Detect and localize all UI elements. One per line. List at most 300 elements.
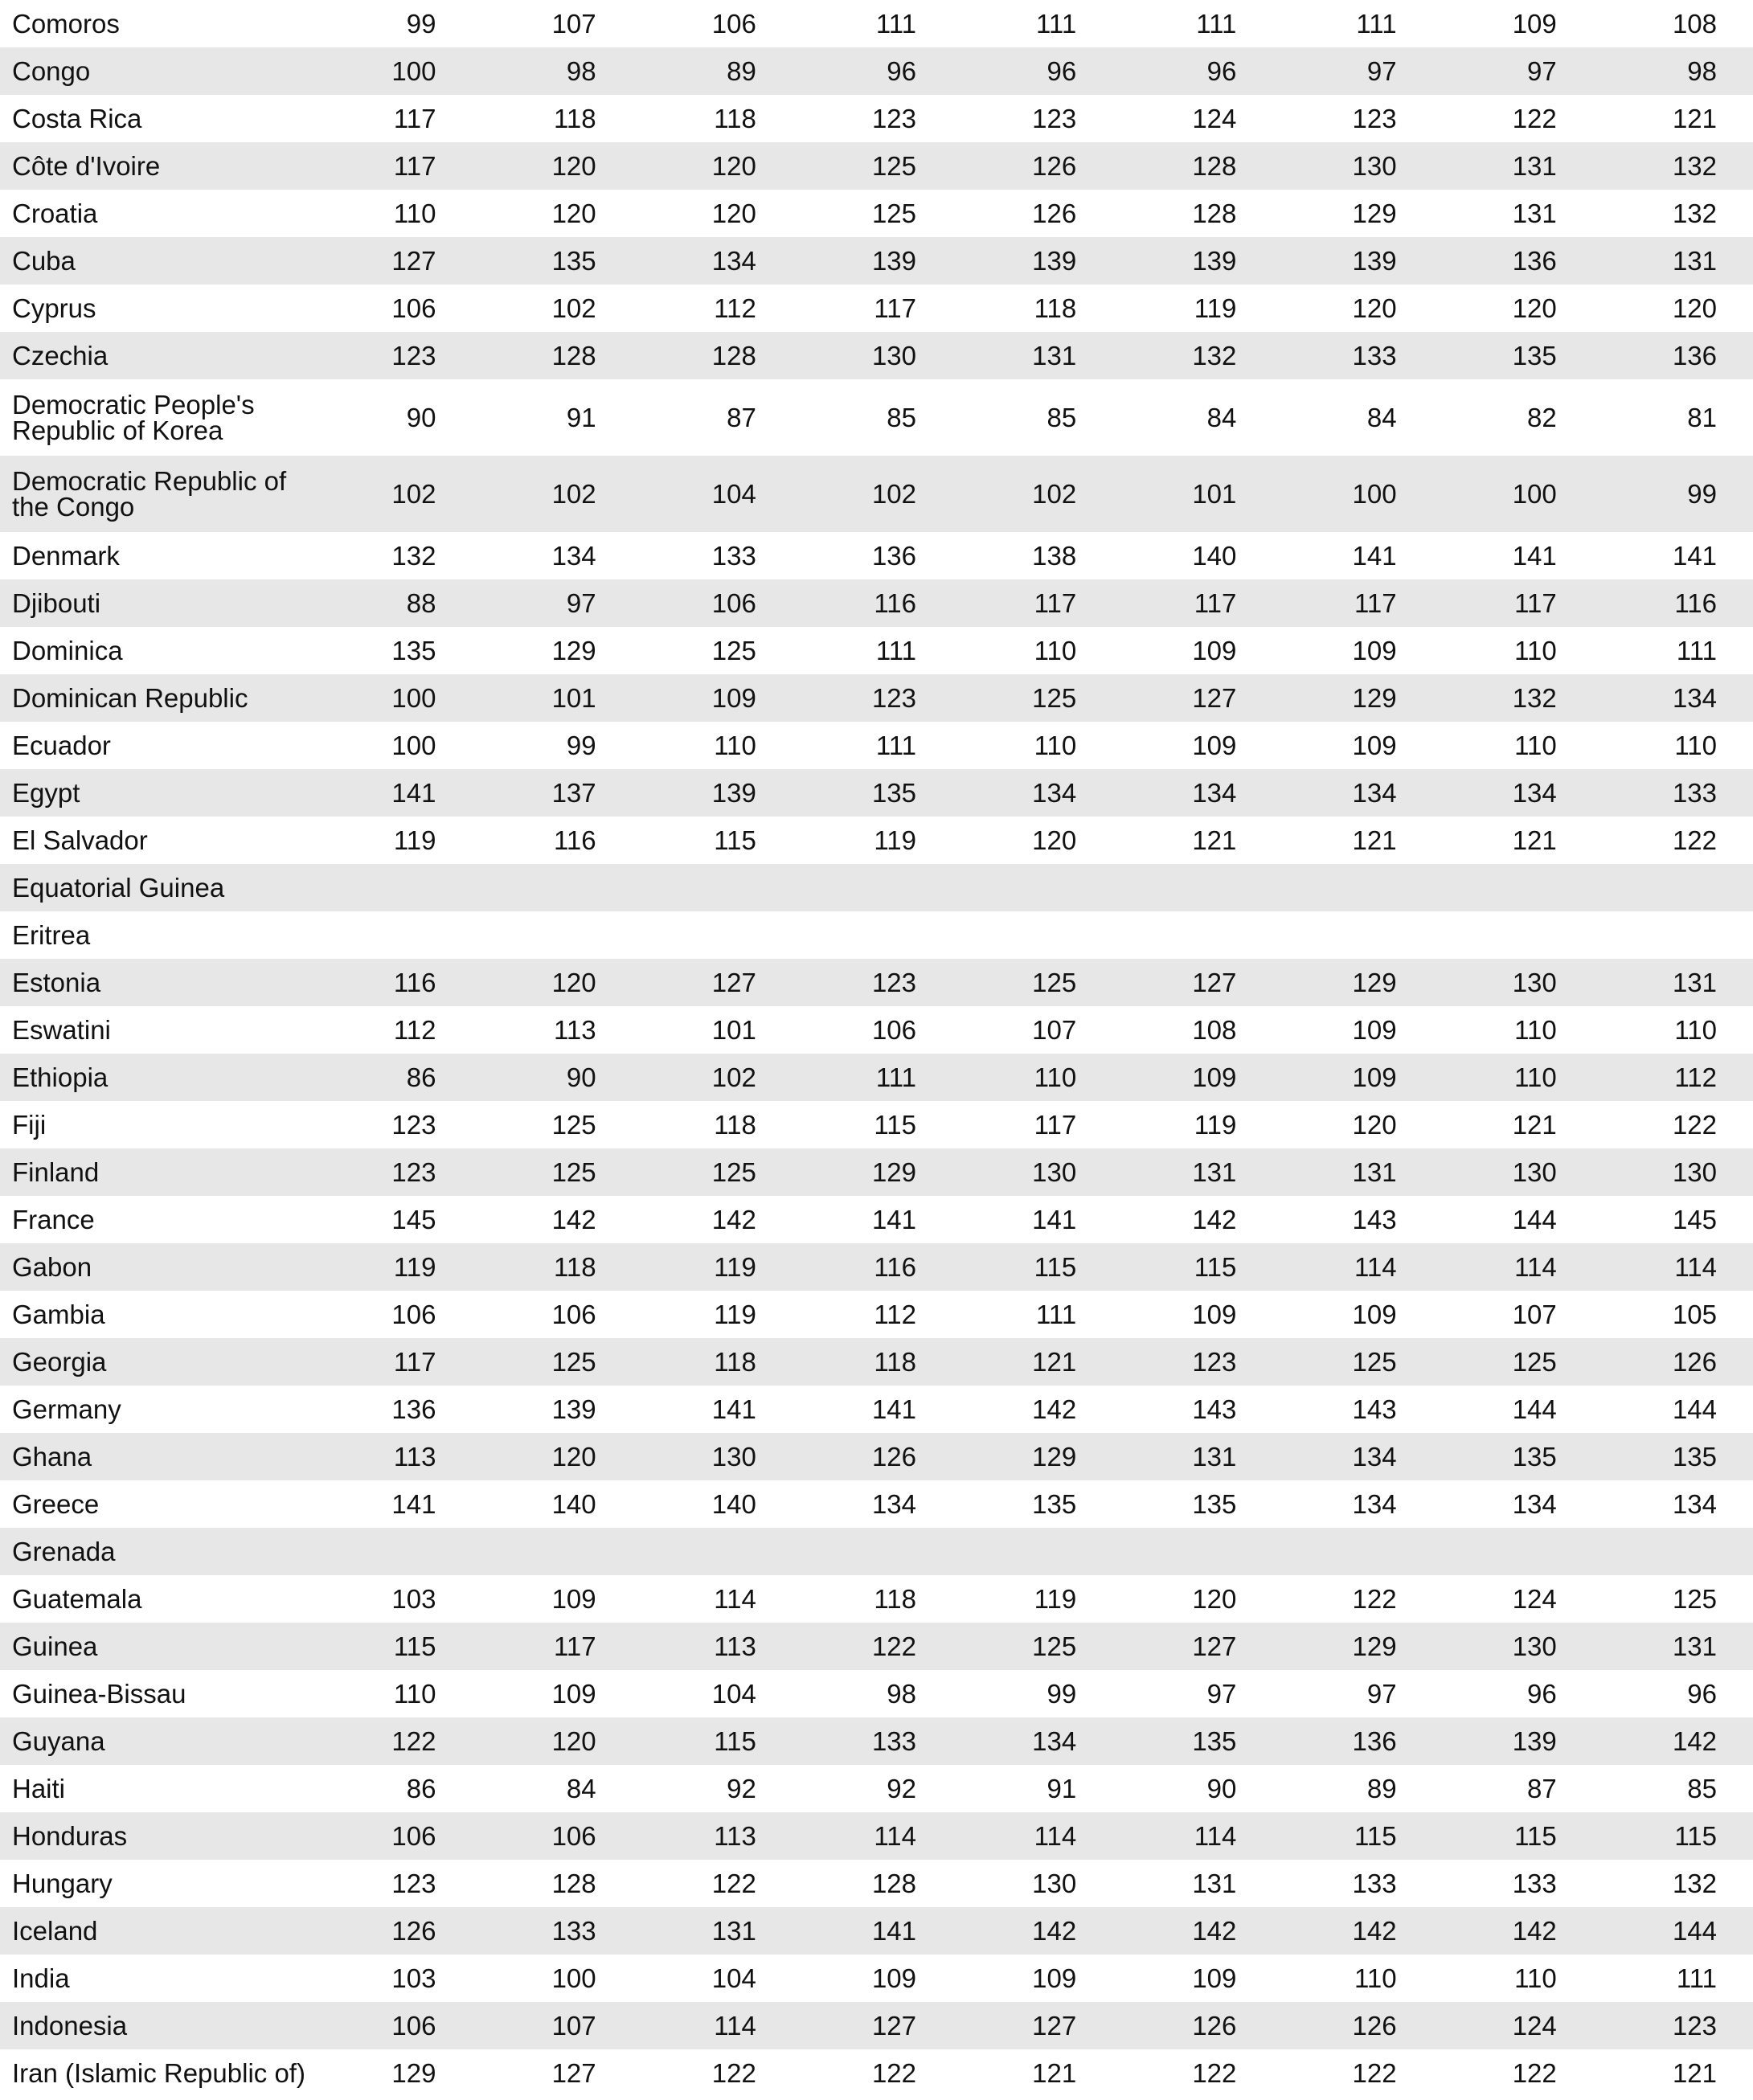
value-cell: 129	[551, 636, 596, 665]
value-cell: 111	[1196, 9, 1237, 39]
table-row	[0, 237, 1753, 285]
table-row	[0, 1433, 1753, 1480]
value-cell	[1272, 864, 1432, 911]
value-cell: 126	[952, 142, 1112, 190]
value-cell: 134	[871, 1489, 917, 1519]
value-cell: 110	[1433, 1054, 1593, 1101]
value-cell: 120	[1352, 293, 1397, 323]
value-cell: 139	[1433, 1717, 1593, 1765]
value-cell: 135	[1112, 1717, 1272, 1765]
value-cell: 117	[312, 1338, 472, 1386]
value-cell: 125	[472, 1338, 632, 1386]
value-cell: 116	[1593, 579, 1753, 627]
value-cell: 100	[391, 731, 436, 760]
value-cell: 115	[714, 825, 756, 855]
value-cell	[1593, 1528, 1753, 1575]
value-cell: 120	[711, 199, 756, 228]
table-row	[0, 1765, 1753, 1812]
value-cell: 131	[1593, 237, 1753, 285]
value-cell: 119	[1034, 1584, 1077, 1614]
value-cell: 134	[952, 769, 1112, 817]
value-cell: 111	[1036, 1300, 1077, 1329]
value-cell: 129	[952, 1433, 1112, 1480]
value-cell: 108	[1672, 9, 1717, 39]
value-cell: 107	[551, 9, 596, 39]
value-cell: 120	[1192, 1584, 1237, 1614]
value-cell: 130	[1032, 1869, 1077, 1898]
value-cell: 123	[793, 674, 952, 722]
table-row	[0, 190, 1753, 237]
value-cell: 132	[391, 541, 436, 571]
country-name-cell: Denmark	[12, 540, 120, 571]
country-name-cell: Hungary	[12, 1868, 113, 1898]
value-cell	[472, 864, 632, 911]
country-name-cell: Comoros	[12, 8, 120, 39]
value-cell: 110	[1514, 636, 1557, 665]
table-row	[0, 1338, 1753, 1386]
value-cell: 113	[633, 1623, 793, 1670]
value-cell: 120	[472, 959, 632, 1006]
value-cell: 106	[312, 2002, 472, 2049]
value-cell: 89	[633, 47, 793, 95]
value-cell: 135	[1192, 1489, 1237, 1519]
value-cell: 127	[1112, 1623, 1272, 1670]
value-cell: 120	[1032, 825, 1077, 855]
value-cell	[472, 1528, 632, 1575]
value-cell: 121	[1512, 825, 1557, 855]
table-row	[0, 579, 1753, 627]
table-row	[0, 769, 1753, 817]
value-cell: 125	[1672, 1584, 1717, 1614]
table-row	[0, 1386, 1753, 1433]
value-cell: 134	[1352, 1489, 1397, 1519]
value-cell: 87	[727, 403, 756, 432]
value-cell: 140	[711, 1489, 756, 1519]
value-cell: 123	[391, 1110, 436, 1140]
country-name-cell: India	[12, 1963, 70, 1993]
value-cell: 110	[1514, 1015, 1557, 1045]
value-cell: 103	[391, 1963, 436, 1993]
value-cell: 134	[1272, 769, 1432, 817]
value-cell: 109	[1192, 1300, 1237, 1329]
value-cell: 126	[1112, 2002, 1272, 2049]
value-cell: 127	[312, 237, 472, 285]
value-cell: 96	[1527, 1679, 1557, 1709]
value-cell: 100	[551, 1963, 596, 1993]
value-cell: 118	[633, 1338, 793, 1386]
value-cell: 123	[312, 332, 472, 379]
value-cell: 121	[1032, 2058, 1077, 2088]
value-cell: 133	[1512, 1869, 1557, 1898]
value-cell	[312, 911, 472, 959]
value-cell: 135	[472, 237, 632, 285]
value-cell	[1112, 864, 1272, 911]
value-cell: 114	[793, 1812, 952, 1860]
value-cell	[1433, 1528, 1593, 1575]
value-cell: 109	[551, 1584, 596, 1614]
table-row	[0, 532, 1753, 579]
country-name-cell: Czechia	[0, 332, 312, 379]
value-cell: 112	[714, 293, 756, 323]
value-cell: 96	[793, 47, 952, 95]
value-cell: 107	[1512, 1300, 1557, 1329]
country-name-cell: Guinea-Bissau	[12, 1678, 186, 1709]
value-cell: 122	[793, 1623, 952, 1670]
value-cell: 97	[1272, 47, 1432, 95]
value-cell: 145	[391, 1205, 436, 1234]
value-cell: 128	[1112, 142, 1272, 190]
value-cell: 141	[312, 769, 472, 817]
value-cell: 121	[1672, 104, 1717, 133]
value-cell: 122	[711, 1869, 756, 1898]
value-cell: 111	[1676, 636, 1717, 665]
value-cell: 119	[1194, 1110, 1237, 1140]
value-cell: 127	[1112, 959, 1272, 1006]
value-cell: 109	[1192, 731, 1237, 760]
value-cell: 106	[711, 9, 756, 39]
value-cell: 104	[711, 1679, 756, 1709]
value-cell: 110	[952, 1054, 1112, 1101]
value-cell: 117	[952, 579, 1112, 627]
value-cell: 110	[714, 731, 756, 760]
value-cell: 130	[633, 1433, 793, 1480]
value-cell: 140	[551, 1489, 596, 1519]
value-cell: 139	[551, 1394, 596, 1424]
value-cell: 142	[952, 1907, 1112, 1955]
value-cell: 123	[1112, 1338, 1272, 1386]
value-cell: 124	[1433, 2002, 1593, 2049]
table-row	[0, 1006, 1753, 1054]
value-cell: 135	[1593, 1433, 1753, 1480]
value-cell: 137	[472, 769, 632, 817]
table-row	[0, 1623, 1753, 1670]
value-cell: 115	[1112, 1243, 1272, 1291]
value-cell: 103	[391, 1584, 436, 1614]
value-cell: 115	[874, 1110, 917, 1140]
value-cell: 117	[1272, 579, 1432, 627]
value-cell: 111	[875, 9, 917, 39]
country-name-cell: Egypt	[0, 769, 312, 817]
table-row	[0, 1955, 1753, 2002]
value-cell: 136	[391, 1394, 436, 1424]
country-name-cell: Democratic People's Republic of Korea	[12, 389, 255, 445]
value-cell: 125	[472, 1148, 632, 1196]
value-cell: 109	[1352, 731, 1397, 760]
value-cell: 110	[1034, 636, 1077, 665]
country-name-cell: France	[12, 1204, 95, 1234]
value-cell	[472, 911, 632, 959]
country-name-cell: Greece	[12, 1488, 100, 1519]
value-cell	[952, 911, 1112, 959]
value-cell: 125	[551, 1110, 596, 1140]
table-row	[0, 47, 1753, 95]
value-cell: 123	[391, 1869, 436, 1898]
value-cell: 139	[1272, 237, 1432, 285]
value-cell: 135	[1032, 1489, 1077, 1519]
value-cell: 105	[1672, 1300, 1717, 1329]
value-cell: 132	[1112, 332, 1272, 379]
value-cell: 134	[1593, 674, 1753, 722]
value-cell: 142	[1272, 1907, 1432, 1955]
value-cell: 102	[472, 456, 632, 532]
value-cell: 128	[551, 1869, 596, 1898]
value-cell: 140	[1192, 541, 1237, 571]
value-cell: 123	[793, 959, 952, 1006]
value-cell: 130	[793, 332, 952, 379]
value-cell: 116	[312, 959, 472, 1006]
value-cell: 125	[1272, 1338, 1432, 1386]
country-name-cell: Fiji	[12, 1109, 47, 1140]
value-cell: 144	[1512, 1394, 1557, 1424]
value-cell: 118	[1034, 293, 1077, 323]
value-cell: 102	[952, 456, 1112, 532]
value-cell: 100	[312, 47, 472, 95]
value-cell: 112	[1593, 1054, 1753, 1101]
value-cell: 128	[871, 1869, 917, 1898]
country-name-cell: Ecuador	[12, 730, 111, 760]
value-cell: 122	[312, 1717, 472, 1765]
table-row	[0, 959, 1753, 1006]
value-cell: 91	[1046, 1774, 1077, 1803]
country-name-cell: Iran (Islamic Republic of)	[12, 2057, 305, 2088]
value-cell: 106	[551, 1300, 596, 1329]
value-cell: 127	[793, 2002, 952, 2049]
table-row	[0, 864, 1753, 911]
value-cell: 121	[1672, 2058, 1717, 2088]
value-cell: 141	[793, 1907, 952, 1955]
value-cell: 138	[1032, 541, 1077, 571]
value-cell: 142	[1593, 1717, 1753, 1765]
value-cell: 135	[1433, 332, 1593, 379]
value-cell	[1593, 864, 1753, 911]
value-cell: 131	[633, 1907, 793, 1955]
value-cell: 110	[1354, 1963, 1397, 1993]
value-cell: 122	[871, 2058, 917, 2088]
value-cell: 115	[1593, 1812, 1753, 1860]
table-row	[0, 674, 1753, 722]
table-row	[0, 95, 1753, 142]
country-name-cell: Eritrea	[12, 919, 91, 950]
country-name-cell: Equatorial Guinea	[0, 864, 312, 911]
value-cell: 122	[1512, 2058, 1557, 2088]
value-cell: 90	[1206, 1774, 1237, 1803]
value-cell: 143	[1352, 1394, 1397, 1424]
value-cell: 121	[1512, 1110, 1557, 1140]
value-cell: 118	[554, 104, 596, 133]
value-cell: 134	[952, 1717, 1112, 1765]
value-cell: 85	[1046, 403, 1077, 432]
table-row	[0, 0, 1753, 47]
value-cell: 109	[551, 1679, 596, 1709]
value-cell: 126	[1272, 2002, 1432, 2049]
country-name-cell: Cyprus	[12, 293, 96, 323]
value-cell: 111	[793, 1054, 952, 1101]
value-cell: 142	[1112, 1907, 1272, 1955]
value-cell	[1433, 911, 1593, 959]
value-cell: 122	[1672, 1110, 1717, 1140]
value-cell: 122	[1512, 104, 1557, 133]
value-cell: 132	[1593, 142, 1753, 190]
value-cell: 142	[1032, 1394, 1077, 1424]
value-cell	[952, 864, 1112, 911]
value-cell: 141	[711, 1394, 756, 1424]
value-cell: 139	[793, 237, 952, 285]
value-cell: 114	[952, 1812, 1112, 1860]
value-cell: 122	[1192, 2058, 1237, 2088]
value-cell: 132	[1433, 674, 1593, 722]
value-cell: 124	[1512, 1584, 1557, 1614]
value-cell: 109	[1352, 636, 1397, 665]
value-cell: 106	[312, 1812, 472, 1860]
value-cell	[633, 1528, 793, 1575]
value-cell: 113	[312, 1433, 472, 1480]
value-cell: 92	[887, 1774, 917, 1803]
value-cell: 130	[1433, 959, 1593, 1006]
country-name-cell: Haiti	[12, 1773, 66, 1803]
value-cell: 133	[472, 1907, 632, 1955]
value-cell	[952, 1528, 1112, 1575]
country-name-cell: Dominican Republic	[0, 674, 312, 722]
value-cell: 127	[551, 2058, 596, 2088]
country-name-cell: Finland	[0, 1148, 312, 1196]
value-cell: 119	[312, 1243, 472, 1291]
value-cell: 141	[871, 1394, 917, 1424]
value-cell: 129	[1272, 959, 1432, 1006]
value-cell: 109	[633, 674, 793, 722]
table-row	[0, 1148, 1753, 1196]
value-cell: 106	[391, 1300, 436, 1329]
value-cell: 116	[793, 579, 952, 627]
value-cell: 134	[1272, 1433, 1432, 1480]
table-row	[0, 817, 1753, 864]
value-cell: 115	[312, 1623, 472, 1670]
value-cell: 118	[793, 1338, 952, 1386]
value-cell: 131	[1192, 1869, 1237, 1898]
value-cell: 117	[1034, 1110, 1077, 1140]
value-cell: 142	[1433, 1907, 1593, 1955]
table-row	[0, 1054, 1753, 1101]
value-cell: 134	[1433, 769, 1593, 817]
value-cell	[312, 864, 472, 911]
value-cell: 120	[551, 199, 596, 228]
value-cell	[1433, 864, 1593, 911]
value-cell: 143	[1192, 1394, 1237, 1424]
value-cell: 109	[1352, 1300, 1397, 1329]
value-cell: 116	[554, 825, 596, 855]
value-cell: 120	[1352, 1110, 1397, 1140]
value-cell: 119	[874, 825, 917, 855]
value-cell: 131	[1112, 1148, 1272, 1196]
value-cell	[633, 864, 793, 911]
country-name-cell: El Salvador	[12, 825, 148, 855]
value-cell: 124	[1192, 104, 1237, 133]
value-cell	[1112, 911, 1272, 959]
table-row	[0, 456, 1753, 532]
value-cell: 129	[1352, 199, 1397, 228]
value-cell: 134	[1672, 1489, 1717, 1519]
value-cell: 92	[727, 1774, 756, 1803]
value-cell: 131	[1272, 1148, 1432, 1196]
value-cell: 96	[952, 47, 1112, 95]
value-cell: 123	[1032, 104, 1077, 133]
value-cell: 97	[1366, 1679, 1397, 1709]
value-cell: 119	[1194, 293, 1237, 323]
table-row	[0, 2049, 1753, 2097]
country-name-cell: Iceland	[0, 1907, 312, 1955]
country-name-cell: Croatia	[12, 198, 98, 228]
value-cell: 122	[1352, 1584, 1397, 1614]
value-cell: 125	[793, 142, 952, 190]
country-name-cell: Gambia	[12, 1299, 105, 1329]
value-cell: 115	[1272, 1812, 1432, 1860]
value-cell: 101	[1112, 456, 1272, 532]
table-row	[0, 1717, 1753, 1765]
value-cell: 125	[952, 674, 1112, 722]
value-cell: 129	[1272, 1623, 1432, 1670]
country-name-cell: Guinea	[0, 1623, 312, 1670]
value-cell: 90	[472, 1054, 632, 1101]
value-cell: 123	[871, 104, 917, 133]
value-cell: 130	[952, 1148, 1112, 1196]
value-cell: 113	[633, 1812, 793, 1860]
value-cell: 120	[472, 1717, 632, 1765]
value-cell: 109	[1512, 9, 1557, 39]
value-cell: 102	[633, 1054, 793, 1101]
value-cell: 139	[1112, 237, 1272, 285]
value-cell: 125	[952, 959, 1112, 1006]
country-name-cell: Dominica	[12, 635, 123, 665]
value-cell: 144	[1593, 1907, 1753, 1955]
value-cell: 120	[1512, 293, 1557, 323]
value-cell: 109	[871, 1963, 917, 1993]
value-cell: 107	[1032, 1015, 1077, 1045]
country-name-cell: Guyana	[0, 1717, 312, 1765]
value-cell: 115	[633, 1717, 793, 1765]
country-name-cell: Congo	[0, 47, 312, 95]
value-cell: 98	[1593, 47, 1753, 95]
value-cell: 119	[633, 1243, 793, 1291]
value-cell: 96	[1687, 1679, 1717, 1709]
value-cell: 120	[472, 1433, 632, 1480]
value-cell: 133	[1272, 332, 1432, 379]
value-cell: 110	[393, 199, 436, 228]
value-cell: 85	[887, 403, 917, 432]
value-cell: 123	[1352, 104, 1397, 133]
value-cell: 134	[1512, 1489, 1557, 1519]
value-cell: 109	[1112, 1054, 1272, 1101]
value-cell: 126	[1593, 1338, 1753, 1386]
country-name-cell: Guatemala	[12, 1583, 142, 1614]
table-row	[0, 911, 1753, 959]
value-cell: 141	[1672, 541, 1717, 571]
value-cell: 118	[472, 1243, 632, 1291]
value-cell: 110	[1674, 731, 1717, 760]
value-cell: 125	[1433, 1338, 1593, 1386]
value-cell: 129	[1272, 674, 1432, 722]
value-cell: 132	[1672, 1869, 1717, 1898]
value-cell	[1272, 1528, 1432, 1575]
value-cell: 102	[551, 293, 596, 323]
value-cell: 106	[391, 293, 436, 323]
value-cell: 128	[1192, 199, 1237, 228]
value-cell: 131	[1112, 1433, 1272, 1480]
value-cell: 82	[1527, 403, 1557, 432]
value-cell: 119	[393, 825, 436, 855]
value-cell: 84	[1366, 403, 1397, 432]
value-cell: 100	[312, 674, 472, 722]
value-cell: 133	[1352, 1869, 1397, 1898]
value-cell: 144	[1672, 1394, 1717, 1424]
